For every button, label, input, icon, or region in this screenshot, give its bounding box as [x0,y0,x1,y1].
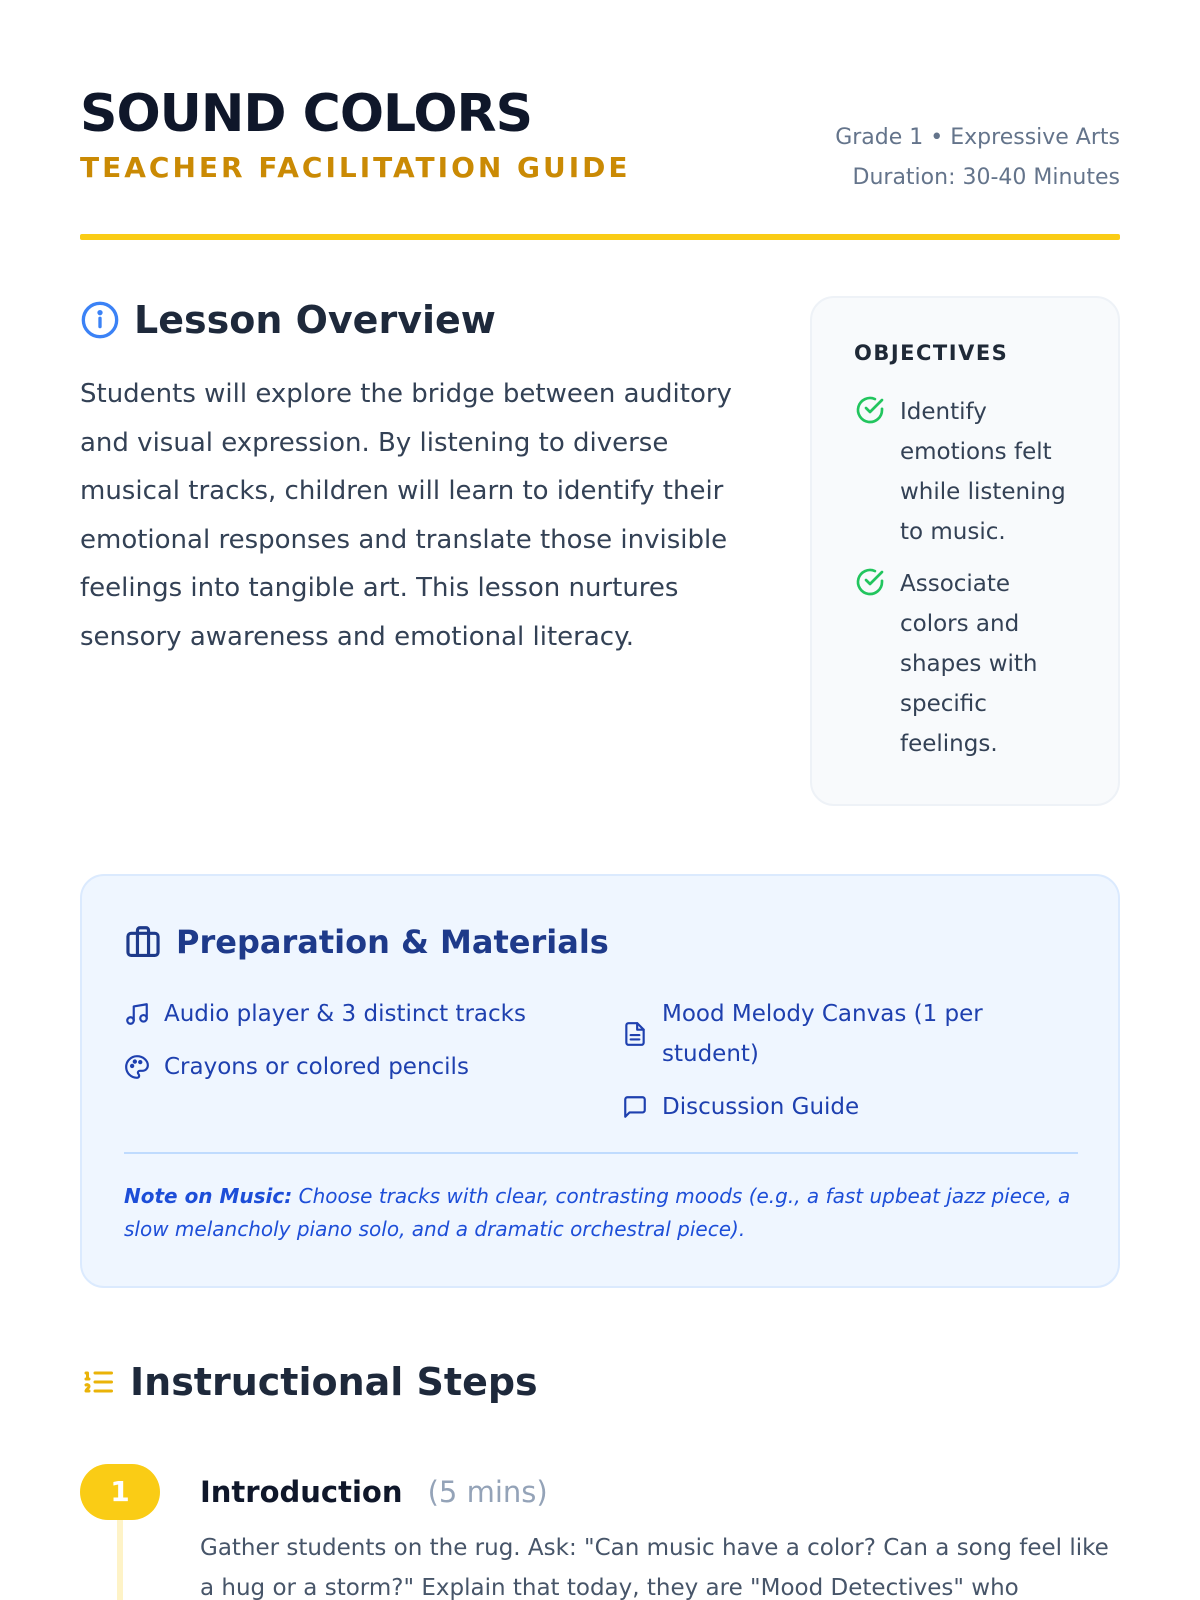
check-circle-icon [854,566,886,598]
step-number-badge: 1 [80,1464,160,1520]
materials-column-left [124,994,594,1100]
duration: Duration: 30-40 Minutes [852,165,1120,190]
numbered-list-icon [80,1364,116,1400]
overview-text: Students will explore the bridge between auditory and visual expression. By listening to diverse musical tracks, children will learn to identify their emotional responses and translate those invisible feelings into tangible art. This lesson nurtures sensory awareness and emotional literacy. [80,379,732,652]
music-note [124,1180,1078,1246]
briefcase-icon [124,923,162,961]
step-duration: (5 mins) [427,1475,548,1509]
instructional-steps-section [80,1358,1120,1406]
lesson-overview-section [80,296,760,661]
material-label: Discussion Guide [662,1094,860,1120]
steps-heading-label: Instructional Steps [130,1360,538,1404]
step-description: Gather students on the rug. Ask: "Can music have a color? Can a song feel like a hug or a storm?" Explain that today, they are "Mood Detectives" who [200,1535,1109,1600]
material-label: Crayons or colored pencils [164,1054,469,1080]
material-item [124,994,594,1034]
objective-text: Associate colors and shapes with specific feelings. [900,571,1038,757]
material-item [124,1047,594,1087]
check-circle-icon [854,394,886,426]
materials-heading-label: Preparation & Materials [176,923,609,961]
header-divider [80,234,1120,240]
note-text: Choose tracks with clear, contrasting moods (e.g., a fast upbeat jazz piece, a slow melancholy piano solo, and a dramatic orchestral piece). [124,1184,1071,1241]
music-note-icon [124,1001,150,1027]
step-timeline-connector [117,1520,123,1600]
steps-heading [80,1358,1120,1406]
guide-header [80,84,1120,236]
lesson-guide-page [80,0,1120,1600]
page-subtitle: TEACHER FACILITATION GUIDE [80,151,631,184]
objectives-title: OBJECTIVES [854,341,1009,365]
chat-bubble-icon [622,1094,648,1120]
material-item [622,994,1062,1074]
document-icon [622,1021,648,1047]
step-title: Introduction [200,1475,403,1509]
grade-subject: Grade 1 • Expressive Arts [835,125,1120,150]
materials-card [80,874,1120,1288]
overview-heading-label: Lesson Overview [134,298,496,342]
overview-heading [80,296,760,344]
objective-item [854,564,1082,764]
material-label: Audio player & 3 distinct tracks [164,1001,526,1027]
objective-item [854,392,1082,552]
lesson-meta [835,118,1120,198]
objectives-card [810,296,1120,806]
materials-heading [124,920,1076,964]
material-label: Mood Melody Canvas (1 per student) [662,1001,983,1067]
note-label: Note on Music: [124,1184,293,1208]
objective-text: Identify emotions felt while listening to music. [900,399,1066,545]
materials-divider [124,1152,1078,1154]
materials-column-right [622,994,1062,1140]
material-item [622,1087,1062,1127]
page-title: SOUND COLORS [80,84,533,144]
info-icon [80,300,120,340]
step-header [200,1464,548,1525]
palette-icon [124,1054,150,1080]
